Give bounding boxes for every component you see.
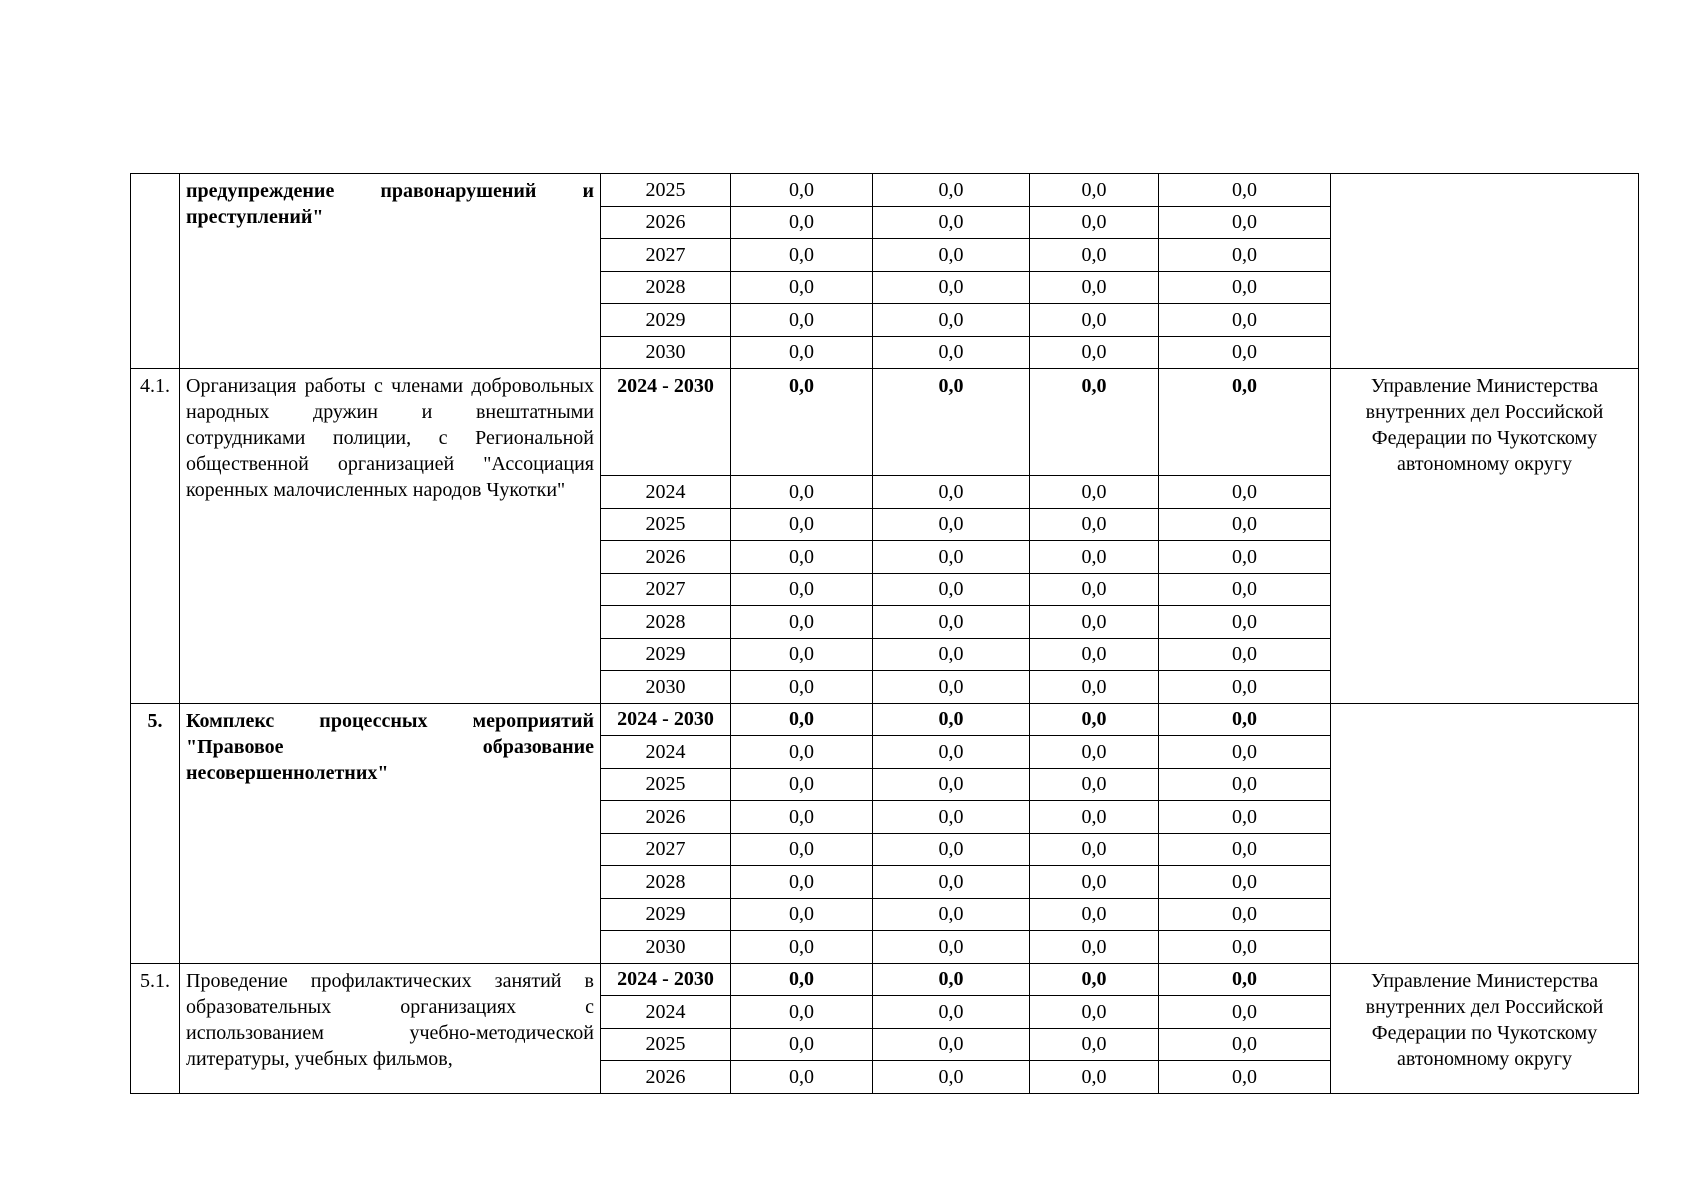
funding-table (130, 173, 1639, 1094)
value-cell: 0,0 (1159, 304, 1331, 337)
value-cell: 0,0 (1159, 866, 1331, 899)
value-cell: 0,0 (873, 736, 1030, 769)
value-cell: 0,0 (873, 174, 1030, 207)
value-cell: 0,0 (731, 271, 873, 304)
value-cell: 0,0 (1159, 898, 1331, 931)
row-number-cell: 5.1. (131, 963, 180, 1093)
responsible-cell: Управление Министерства внутренних дел Российской Федерации по Чукотскому автономному округу (1331, 369, 1639, 704)
value-cell: 0,0 (731, 1061, 873, 1094)
total-value-cell: 0,0 (731, 369, 873, 476)
value-cell: 0,0 (1030, 271, 1159, 304)
value-cell: 0,0 (873, 638, 1030, 671)
value-cell: 0,0 (731, 304, 873, 337)
section-5-title: Комплекс процессных мероприятий "Правовое образование несовершеннолетних" (180, 703, 601, 963)
value-cell: 0,0 (1030, 508, 1159, 541)
value-cell: 0,0 (1030, 1061, 1159, 1094)
value-cell: 0,0 (1030, 573, 1159, 606)
value-cell: 0,0 (1030, 206, 1159, 239)
year-cell: 2024 (601, 736, 731, 769)
value-cell: 0,0 (731, 768, 873, 801)
total-value-cell: 0,0 (731, 963, 873, 996)
year-cell: 2028 (601, 606, 731, 639)
total-value-cell: 0,0 (1030, 963, 1159, 996)
year-cell: 2024 (601, 476, 731, 509)
total-value-cell: 0,0 (1159, 703, 1331, 736)
value-cell: 0,0 (1159, 736, 1331, 769)
value-cell: 0,0 (731, 174, 873, 207)
total-period-cell: 2024 - 2030 (601, 703, 731, 736)
item-5-1-title: Проведение профилактических занятий в образовательных организациях с использованием учебно-методической литературы, учебных фильмов, (180, 963, 601, 1093)
value-cell: 0,0 (1030, 671, 1159, 704)
year-cell: 2029 (601, 304, 731, 337)
value-cell: 0,0 (1159, 768, 1331, 801)
year-cell: 2030 (601, 336, 731, 369)
value-cell: 0,0 (731, 239, 873, 272)
value-cell: 0,0 (873, 606, 1030, 639)
value-cell: 0,0 (1030, 768, 1159, 801)
total-value-cell: 0,0 (1159, 369, 1331, 476)
value-cell: 0,0 (1159, 476, 1331, 509)
value-cell: 0,0 (731, 573, 873, 606)
table-row (131, 963, 1639, 996)
total-period-cell: 2024 - 2030 (601, 963, 731, 996)
value-cell: 0,0 (731, 801, 873, 834)
row-number-cell (131, 174, 180, 369)
value-cell: 0,0 (731, 476, 873, 509)
value-cell: 0,0 (1030, 898, 1159, 931)
value-cell: 0,0 (1159, 638, 1331, 671)
year-cell: 2025 (601, 174, 731, 207)
total-value-cell: 0,0 (873, 369, 1030, 476)
value-cell: 0,0 (731, 671, 873, 704)
value-cell: 0,0 (1159, 606, 1331, 639)
value-cell: 0,0 (1030, 174, 1159, 207)
value-cell: 0,0 (1030, 736, 1159, 769)
section-4-title: предупреждение правонарушений и преступлений" (180, 174, 601, 369)
value-cell: 0,0 (873, 271, 1030, 304)
value-cell: 0,0 (873, 573, 1030, 606)
total-period-cell: 2024 - 2030 (601, 369, 731, 476)
total-value-cell: 0,0 (731, 703, 873, 736)
year-cell: 2028 (601, 866, 731, 899)
year-cell: 2030 (601, 671, 731, 704)
year-cell: 2028 (601, 271, 731, 304)
value-cell: 0,0 (1159, 833, 1331, 866)
value-cell: 0,0 (1030, 476, 1159, 509)
value-cell: 0,0 (731, 638, 873, 671)
value-cell: 0,0 (731, 898, 873, 931)
value-cell: 0,0 (731, 833, 873, 866)
value-cell: 0,0 (731, 1028, 873, 1061)
value-cell: 0,0 (1159, 671, 1331, 704)
value-cell: 0,0 (873, 206, 1030, 239)
year-cell: 2027 (601, 573, 731, 606)
value-cell: 0,0 (1159, 801, 1331, 834)
table-row (131, 703, 1639, 736)
value-cell: 0,0 (873, 996, 1030, 1029)
item-4-1-title: Организация работы с членами добровольных народных дружин и внештатными сотрудниками полиции, с Региональной общественной организацией "Ассоциация коренных малочисленных народов Чукотки" (180, 369, 601, 704)
value-cell: 0,0 (1030, 996, 1159, 1029)
total-value-cell: 0,0 (1030, 703, 1159, 736)
value-cell: 0,0 (1030, 801, 1159, 834)
value-cell: 0,0 (873, 1061, 1030, 1094)
row-number-cell: 4.1. (131, 369, 180, 704)
row-number-cell: 5. (131, 703, 180, 963)
value-cell: 0,0 (731, 206, 873, 239)
value-cell: 0,0 (873, 801, 1030, 834)
table-row (131, 369, 1639, 476)
value-cell: 0,0 (873, 476, 1030, 509)
value-cell: 0,0 (1159, 239, 1331, 272)
value-cell: 0,0 (731, 996, 873, 1029)
value-cell: 0,0 (1159, 271, 1331, 304)
value-cell: 0,0 (1030, 638, 1159, 671)
value-cell: 0,0 (1159, 996, 1331, 1029)
value-cell: 0,0 (1030, 239, 1159, 272)
value-cell: 0,0 (873, 768, 1030, 801)
value-cell: 0,0 (1030, 336, 1159, 369)
year-cell: 2024 (601, 996, 731, 1029)
value-cell: 0,0 (731, 606, 873, 639)
value-cell: 0,0 (873, 304, 1030, 337)
value-cell: 0,0 (1159, 1028, 1331, 1061)
year-cell: 2026 (601, 541, 731, 574)
value-cell: 0,0 (731, 866, 873, 899)
value-cell: 0,0 (1030, 931, 1159, 964)
value-cell: 0,0 (1030, 1028, 1159, 1061)
year-cell: 2029 (601, 638, 731, 671)
value-cell: 0,0 (1159, 508, 1331, 541)
value-cell: 0,0 (731, 508, 873, 541)
value-cell: 0,0 (873, 239, 1030, 272)
value-cell: 0,0 (1030, 833, 1159, 866)
year-cell: 2026 (601, 1061, 731, 1094)
year-cell: 2025 (601, 508, 731, 541)
year-cell: 2030 (601, 931, 731, 964)
value-cell: 0,0 (1159, 174, 1331, 207)
responsible-cell (1331, 703, 1639, 963)
year-cell: 2026 (601, 206, 731, 239)
value-cell: 0,0 (731, 541, 873, 574)
value-cell: 0,0 (873, 866, 1030, 899)
value-cell: 0,0 (1030, 866, 1159, 899)
value-cell: 0,0 (873, 1028, 1030, 1061)
year-cell: 2025 (601, 768, 731, 801)
year-cell: 2029 (601, 898, 731, 931)
year-cell: 2027 (601, 239, 731, 272)
total-value-cell: 0,0 (1030, 369, 1159, 476)
value-cell: 0,0 (873, 541, 1030, 574)
value-cell: 0,0 (731, 336, 873, 369)
value-cell: 0,0 (1159, 931, 1331, 964)
value-cell: 0,0 (1159, 541, 1331, 574)
value-cell: 0,0 (873, 336, 1030, 369)
total-value-cell: 0,0 (873, 963, 1030, 996)
total-value-cell: 0,0 (873, 703, 1030, 736)
total-value-cell: 0,0 (1159, 963, 1331, 996)
year-cell: 2025 (601, 1028, 731, 1061)
value-cell: 0,0 (873, 508, 1030, 541)
responsible-cell (1331, 174, 1639, 369)
value-cell: 0,0 (731, 931, 873, 964)
value-cell: 0,0 (873, 833, 1030, 866)
year-cell: 2027 (601, 833, 731, 866)
value-cell: 0,0 (1159, 573, 1331, 606)
value-cell: 0,0 (1030, 606, 1159, 639)
value-cell: 0,0 (1030, 541, 1159, 574)
value-cell: 0,0 (731, 736, 873, 769)
year-cell: 2026 (601, 801, 731, 834)
value-cell: 0,0 (873, 671, 1030, 704)
value-cell: 0,0 (1030, 304, 1159, 337)
value-cell: 0,0 (873, 898, 1030, 931)
value-cell: 0,0 (1159, 336, 1331, 369)
responsible-cell: Управление Министерства внутренних дел Российской Федерации по Чукотскому автономному округу (1331, 963, 1639, 1093)
value-cell: 0,0 (1159, 206, 1331, 239)
value-cell: 0,0 (873, 931, 1030, 964)
table-row (131, 174, 1639, 207)
value-cell: 0,0 (1159, 1061, 1331, 1094)
